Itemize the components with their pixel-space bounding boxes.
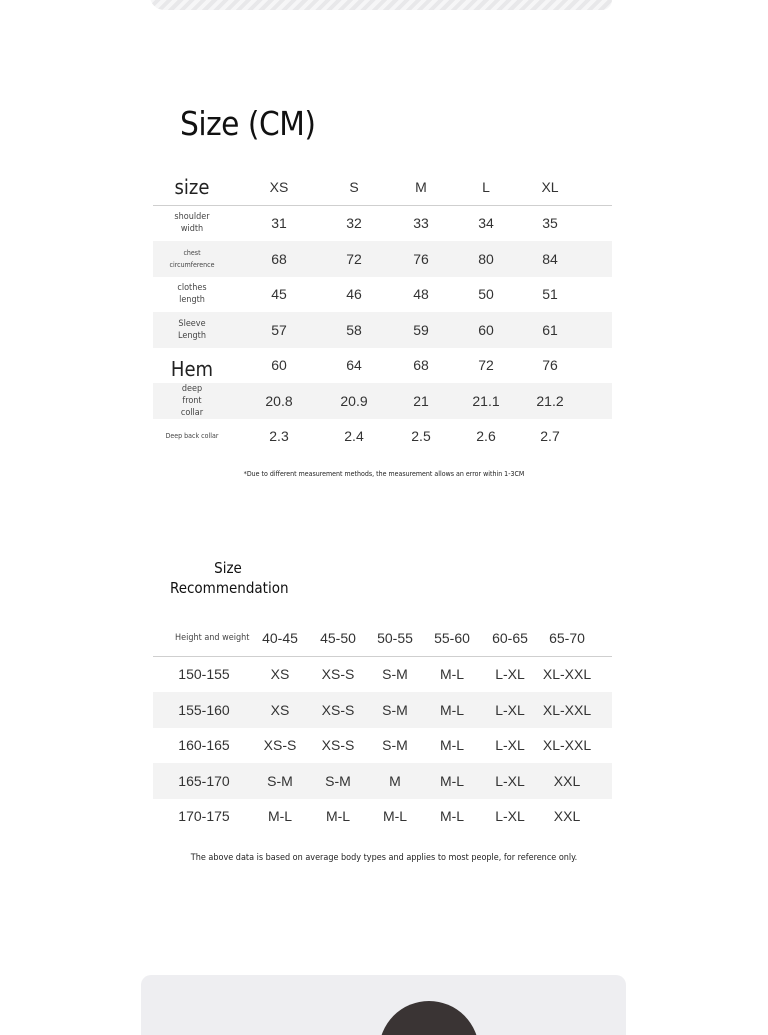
weight-header-cell: 55-60 <box>434 629 470 646</box>
table-cell: 21 <box>413 392 429 409</box>
table-cell: 80 <box>478 250 494 267</box>
table-cell: 72 <box>346 250 362 267</box>
table-cell: L-XL <box>495 666 525 683</box>
table-cell: 34 <box>478 215 494 232</box>
table-row <box>153 312 612 348</box>
height-cell: 165-170 <box>178 772 230 789</box>
table-cell: 20.9 <box>340 392 368 409</box>
table-cell: 61 <box>542 321 558 338</box>
row-label: Hem <box>170 357 214 382</box>
size-header-cell: L <box>482 178 490 195</box>
row-label: clothes length <box>177 283 207 306</box>
header-label: Height and weight <box>175 632 250 643</box>
table-cell: 20.8 <box>265 392 293 409</box>
table-cell: XL-XXL <box>542 666 592 683</box>
table-cell: S-M <box>325 772 351 789</box>
table-cell: 32 <box>346 215 362 232</box>
table-cell: L-XL <box>495 772 525 789</box>
recommendation-header-row <box>153 620 612 657</box>
table-cell: M-L <box>439 808 465 825</box>
table-cell: XL-XXL <box>542 701 592 718</box>
table-cell: 76 <box>542 357 558 374</box>
table-cell: S-M <box>267 772 293 789</box>
weight-header-cell: 40-45 <box>262 629 298 646</box>
table-cell: 68 <box>271 250 287 267</box>
height-cell: 150-155 <box>178 666 230 683</box>
row-label: shoulder width <box>174 212 210 235</box>
recommendation-table <box>153 620 612 834</box>
table-cell: S-M <box>382 666 408 683</box>
size-header-row <box>153 169 612 206</box>
table-cell: 50 <box>478 286 494 303</box>
size-header-label: size <box>174 174 210 199</box>
table-row <box>153 277 612 313</box>
table-cell: 33 <box>413 215 429 232</box>
table-cell: 57 <box>271 321 287 338</box>
table-row <box>153 206 612 242</box>
table-cell: M-L <box>439 666 465 683</box>
table-cell: M-L <box>325 808 351 825</box>
table-cell: M-L <box>439 772 465 789</box>
table-cell: 2.5 <box>411 428 431 445</box>
height-cell: 160-165 <box>178 737 230 754</box>
table-cell: 60 <box>478 321 494 338</box>
product-photo-top <box>150 0 612 10</box>
size-chart-title: Size (CM) <box>180 104 316 143</box>
table-cell: M-L <box>439 701 465 718</box>
table-cell: 46 <box>346 286 362 303</box>
table-row <box>153 657 612 693</box>
size-header-cell: XS <box>269 178 289 195</box>
table-cell: XL-XXL <box>542 737 592 754</box>
table-cell: 76 <box>413 250 429 267</box>
size-header-cell: M <box>415 178 427 195</box>
table-cell: 35 <box>542 215 558 232</box>
row-label: Deep back collar <box>165 432 219 441</box>
table-cell: L-XL <box>495 808 525 825</box>
table-row <box>153 241 612 277</box>
table-cell: M-L <box>382 808 408 825</box>
table-cell: XXL <box>553 772 581 789</box>
table-cell: L-XL <box>495 737 525 754</box>
table-cell: 2.3 <box>269 428 289 445</box>
height-cell: 170-175 <box>178 808 230 825</box>
model-head <box>379 1001 479 1035</box>
row-label: Sleeve Length <box>178 318 206 341</box>
table-cell: XS-S <box>321 666 355 683</box>
table-row <box>153 692 612 728</box>
table-cell: XS-S <box>321 737 355 754</box>
table-cell: 60 <box>271 357 287 374</box>
table-cell: S-M <box>382 701 408 718</box>
table-cell: XS <box>270 666 290 683</box>
table-cell: M-L <box>439 737 465 754</box>
recommendation-title: Size Recommendation <box>170 559 289 597</box>
weight-header-cell: 45-50 <box>320 629 356 646</box>
table-cell: 21.2 <box>536 392 564 409</box>
table-cell: 51 <box>542 286 558 303</box>
table-row <box>153 383 612 419</box>
table-cell: XS-S <box>263 737 297 754</box>
row-label: chest circumference <box>169 248 215 269</box>
recommendation-note: The above data is based on average body types and applies to most people, for reference only. <box>190 853 578 863</box>
table-cell: XS-S <box>321 701 355 718</box>
table-cell: 72 <box>478 357 494 374</box>
product-photo-bottom <box>141 975 626 1035</box>
table-cell: 48 <box>413 286 429 303</box>
table-cell: 31 <box>271 215 287 232</box>
weight-header-cell: 60-65 <box>492 629 528 646</box>
height-cell: 155-160 <box>178 701 230 718</box>
measurement-note: *Due to different measurement methods, the measurement allows an error within 1-3CM <box>243 470 525 478</box>
row-label: deep front collar <box>180 383 204 418</box>
table-cell: XXL <box>553 808 581 825</box>
size-header-cell: XL <box>541 178 559 195</box>
size-chart-table <box>153 169 612 454</box>
size-header-cell: S <box>349 178 359 195</box>
table-cell: 64 <box>346 357 362 374</box>
weight-header-cell: 65-70 <box>549 629 585 646</box>
table-cell: 58 <box>346 321 362 338</box>
table-cell: 2.4 <box>344 428 364 445</box>
table-cell: L-XL <box>495 701 525 718</box>
table-cell: 68 <box>413 357 429 374</box>
table-cell: 59 <box>413 321 429 338</box>
table-cell: M <box>389 772 401 789</box>
table-cell: 2.7 <box>540 428 560 445</box>
table-cell: 45 <box>271 286 287 303</box>
weight-header-cell: 50-55 <box>377 629 413 646</box>
table-cell: M-L <box>267 808 293 825</box>
table-row <box>153 799 612 835</box>
table-row <box>153 419 612 455</box>
table-cell: 2.6 <box>476 428 496 445</box>
table-cell: 21.1 <box>472 392 500 409</box>
table-cell: S-M <box>382 737 408 754</box>
table-row <box>153 728 612 764</box>
table-cell: XS <box>270 701 290 718</box>
table-row <box>153 348 612 384</box>
table-row <box>153 763 612 799</box>
table-cell: 84 <box>542 250 558 267</box>
